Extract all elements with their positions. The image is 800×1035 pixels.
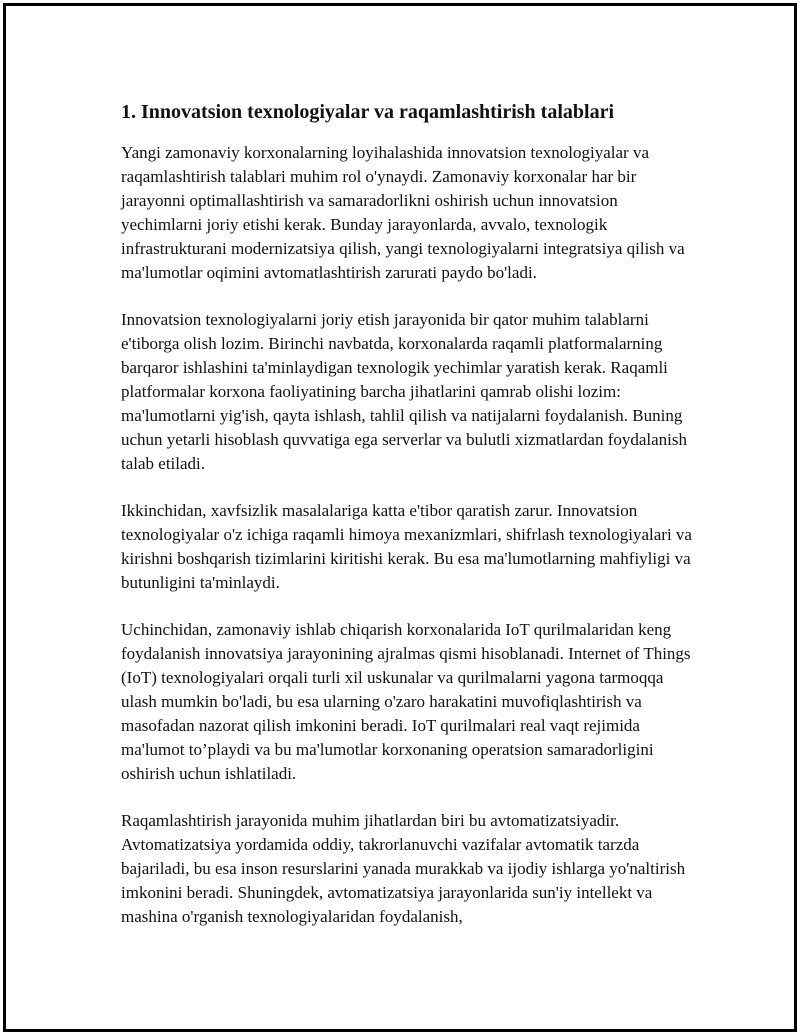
document-page bbox=[3, 3, 797, 1032]
paragraph: Innovatsion texnologiyalarni joriy etish jarayonida bir qator muhim talablarni e'tiborga olish lozim. Birinchi navbatda, korxonalarda raqamli platformalarning barqaror ishlashini ta'minlaydigan texnologik yechimlar yaratish kerak. Raqamli platformalar korxona faoliyatining barcha jihatlarini qamrab olishi lozim: ma'lumotlarni yig'ish, qayta ishlash, tahlil qilish va natijalarni foydalanish. Buning uchun yetarli hisoblash quvvatiga ega serverlar va bulutli xizmatlardan foydalanish talab etiladi. bbox=[121, 310, 688, 473]
paragraph: Ikkinchidan, xavfsizlik masalalariga katta e'tibor qaratish zarur. Innovatsion texnologiyalar o'z ichiga raqamli himoya mexanizmlari, shifrlash texnologiyalari va kirishni boshqarish tizimlarini kiritishi kerak. Bu esa ma'lumotlarning mahfiyligi va butunligini ta'minlaydi. bbox=[121, 501, 692, 592]
section-heading: 1. Innovatsion texnologiyalar va raqamlashtirish talablari bbox=[121, 101, 615, 123]
paragraph: Uchinchidan, zamonaviy ishlab chiqarish korxonalarida IoT qurilmalaridan keng foydalanish innovatsiya jarayonining ajralmas qismi hisoblanadi. Internet of Things (IoT) texnologiyalari orqali turli xil uskunalar va qurilmalarni yagona tarmoqqa ulash mumkin bo'ladi, bu esa ularning o'zaro harakatini muvofiqlashtirish va masofadan nazorat qilish imkonini beradi. IoT qurilmalari real vaqt rejimida ma'lumot to’playdi va bu ma'lumotlar korxonaning operatsion samaradorligini oshirish uchun ishlatiladi. bbox=[121, 620, 691, 783]
paragraph: Yangi zamonaviy korxonalarning loyihalashida innovatsion texnologiyalar va raqamlashtirish talablari muhim rol o'ynaydi. Zamonaviy korxonalar har bir jarayonni optimallashtirish va samaradorlikni oshirish uchun innovatsion yechimlarni joriy etishi kerak. Bunday jarayonlarda, avvalo, texnologik infrastrukturani modernizatsiya qilish, yangi texnologiyalarni integratsiya qilish va ma'lumotlar oqimini avtomatlashtirish zarurati paydo bo'ladi. bbox=[121, 143, 685, 282]
page-content bbox=[121, 98, 701, 952]
paragraph: Raqamlashtirish jarayonida muhim jihatlardan biri bu avtomatizatsiyadir. Avtomatizatsiya yordamida oddiy, takrorlanuvchi vazifalar avtomatik tarzda bajariladi, bu esa inson resurslarini yanada murakkab va ijodiy ishlarga yo'naltirish imkonini beradi. Shuningdek, avtomatizatsiya jarayonlarida sun'iy intellekt va mashina o'rganish texnologiyalaridan foydalanish, bbox=[121, 811, 686, 926]
